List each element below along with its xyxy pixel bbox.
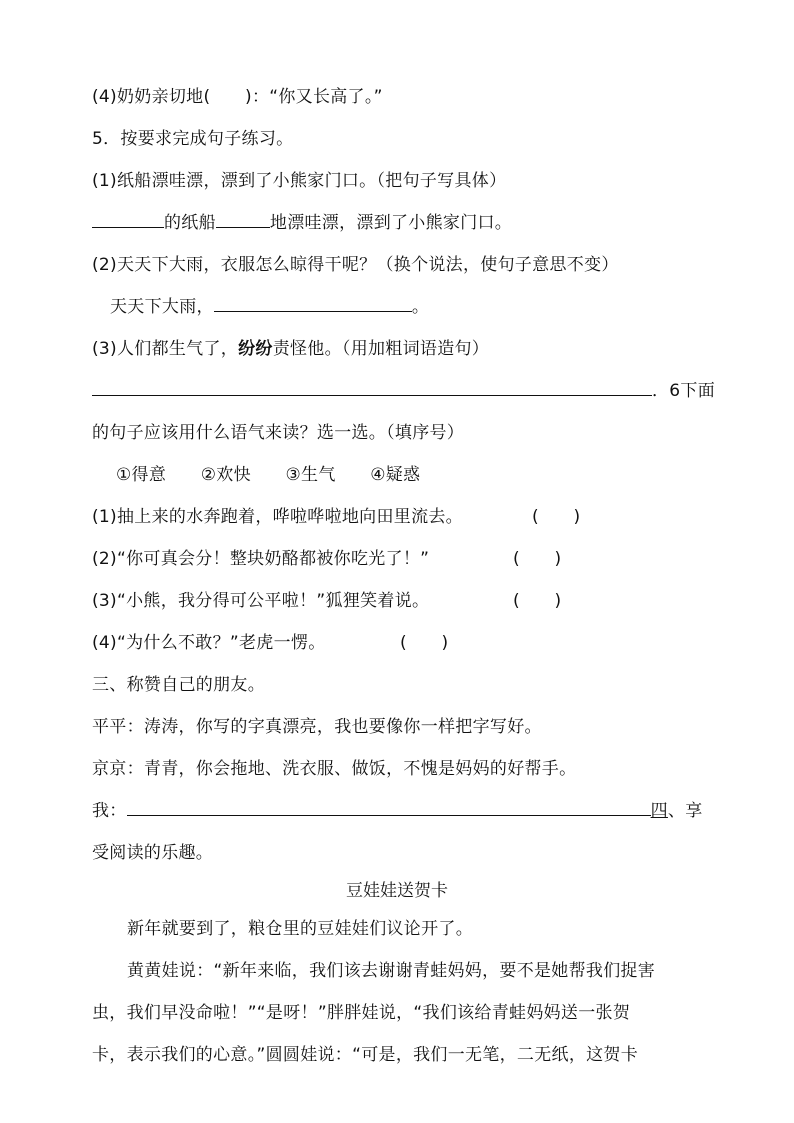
question-4-line: (4)奶奶亲切地( )：“你又长高了。” <box>92 87 383 107</box>
tone-item-1 <box>92 506 581 528</box>
me-line <box>92 800 703 822</box>
answer-paren[interactable]: ( ) <box>400 633 449 653</box>
section-6-heading: 的句子应该用什么语气来读？选一选。（填序号） <box>92 423 465 443</box>
section-6-lead: ．6下面 <box>652 381 716 401</box>
section-3-heading: 三、称赞自己的朋友。 <box>92 675 265 695</box>
story-title: 豆娃娃送贺卡 <box>346 881 448 901</box>
tone-item-text: (1)抽上来的水奔跑着，哗啦哗啦地向田里流去。 <box>92 507 463 527</box>
section-4-heading: 、享 <box>667 801 703 821</box>
sentence-2-answer <box>110 296 429 318</box>
sentence-3-prompt <box>92 338 489 360</box>
tone-item-3 <box>92 590 562 612</box>
sentence-1-fill-a: 的纸船 <box>164 213 216 233</box>
answer-blank[interactable] <box>214 296 412 312</box>
story-paragraph-2-line-3: 卡，表示我们的心意。”圆圆娃说：“可是，我们一无笔，二无纸，这贺卡 <box>92 1045 639 1065</box>
section-4-heading-cont: 受阅读的乐趣。 <box>92 843 214 863</box>
jingjing-line: 京京：青青，你会拖地、洗衣服、做饭，不愧是妈妈的好帮手。 <box>92 759 577 779</box>
section-4-number: 四 <box>650 801 668 821</box>
answer-paren[interactable]: ( ) <box>513 549 562 569</box>
tone-item-text: (3)“小熊，我分得可公平啦！”狐狸笑着说。 <box>92 591 430 611</box>
tone-item-2 <box>92 548 562 570</box>
sentence-3-bold-word: 纷纷 <box>238 339 273 359</box>
pingping-line: 平平：涛涛，你写的字真漂亮，我也要像你一样把字写好。 <box>92 717 542 737</box>
answer-paren[interactable]: ( ) <box>532 507 581 527</box>
sentence-2-prompt: (2)天天下大雨，衣服怎么晾得干呢？（换个说法，使句子意思不变） <box>92 255 619 275</box>
sentence-2-suffix: 。 <box>411 297 430 317</box>
answer-blank[interactable] <box>216 212 270 228</box>
tone-item-4 <box>92 632 449 654</box>
me-label: 我： <box>92 801 127 821</box>
sentence-1-fill-b: 地漂哇漂，漂到了小熊家门口。 <box>269 213 513 233</box>
section-5-heading: 5．按要求完成句子练习。 <box>92 129 294 149</box>
sentence-1-answer <box>92 212 512 234</box>
sentence-3-text-a: (3)人们都生气了， <box>92 339 239 359</box>
answer-paren[interactable]: ( ) <box>513 591 562 611</box>
answer-blank[interactable] <box>92 380 652 396</box>
sentence-2-prefix: 天天下大雨， <box>110 297 214 317</box>
tone-item-text: (2)“你可真会分！整块奶酪都被你吃光了！” <box>92 549 430 569</box>
sentence-3-answer <box>92 380 715 402</box>
answer-blank[interactable] <box>127 800 651 816</box>
sentence-3-text-b: 责怪他。（用加粗词语造句） <box>272 339 490 359</box>
story-paragraph-1: 新年就要到了，粮仓里的豆娃娃们议论开了。 <box>127 919 473 939</box>
story-paragraph-2-line-2: 虫，我们早没命啦！”“是呀！”胖胖娃说，“我们该给青蛙妈妈送一张贺 <box>92 1003 631 1023</box>
sentence-1-prompt: (1)纸船漂哇漂，漂到了小熊家门口。（把句子写具体） <box>92 171 507 191</box>
answer-blank[interactable] <box>92 212 164 228</box>
story-paragraph-2-line-1: 黄黄娃说：“新年来临，我们该去谢谢青蛙妈妈，要不是她帮我们捉害 <box>127 961 656 981</box>
tone-options: ①得意 ②欢快 ③生气 ④疑惑 <box>116 465 421 485</box>
tone-item-text: (4)“为什么不敢？”老虎一愣。 <box>92 633 326 653</box>
